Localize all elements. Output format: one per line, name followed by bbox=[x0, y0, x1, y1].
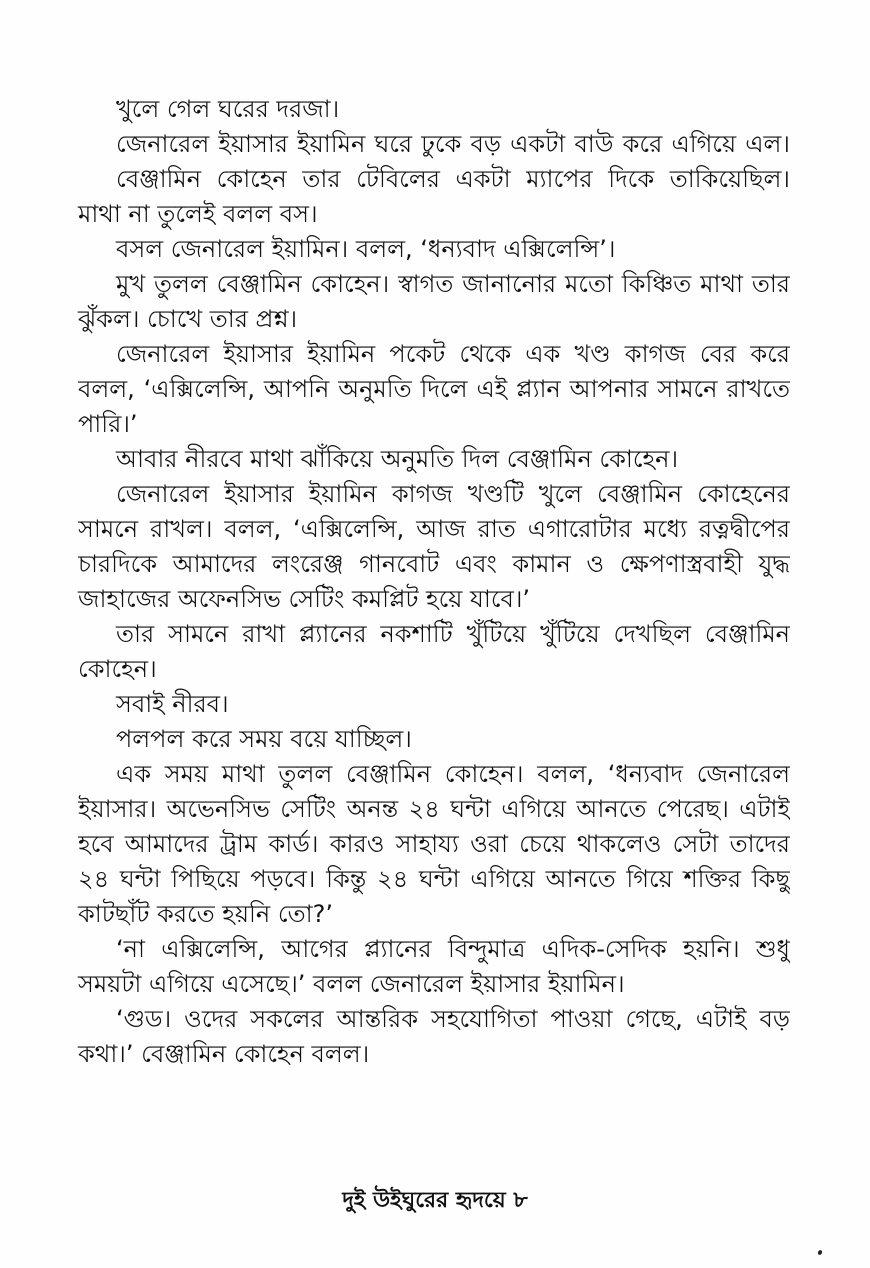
text-line: ‘গুড। ওদের সকলের আন্তরিক সহযোগিতা পাওয়া গেছে, এটাই বড় bbox=[116, 1005, 790, 1033]
text-line: ঝুঁকল। চোখে তার প্রশ্ন। bbox=[78, 305, 298, 333]
text-line: তার সামনে রাখা প্ল্যানের নকশাটি খুঁটিয়ে খুঁটিয়ে দেখছিল বেঞ্জামিন bbox=[116, 620, 790, 648]
running-footer: দুই উইঘুরের হৃদয়ে ৮ bbox=[342, 1188, 528, 1213]
text-line: সময়টা এগিয়ে এসেছে।’ বলল জেনারেল ইয়াসার ইয়ামিন। bbox=[78, 970, 625, 998]
body-text bbox=[78, 92, 790, 1072]
text-line: এক সময় মাথা তুলল বেঞ্জামিন কোহেন। বলল, ‘ধন্যবাদ জেনারেল bbox=[116, 760, 790, 788]
text-line: ২৪ ঘন্টা পিছিয়ে পড়বে। কিন্তু ২৪ ঘন্টা এগিয়ে আনতে গিয়ে শক্তির কিছু bbox=[78, 865, 790, 893]
text-line: পারি।’ bbox=[78, 410, 138, 438]
text-line: বেঞ্জামিন কোহেন তার টেবিলের একটা ম্যাপের দিকে তাকিয়েছিল। bbox=[116, 165, 790, 193]
print-speck bbox=[817, 1249, 823, 1255]
text-line: ইয়াসার। অভেনসিভ সেটিং অনন্ত ২৪ ঘন্টা এগিয়ে আনতে পেরেছ। এটাই bbox=[78, 795, 790, 823]
text-line: পলপল করে সময় বয়ে যাচ্ছিল। bbox=[116, 725, 412, 753]
text-line: খুলে গেল ঘরের দরজা। bbox=[116, 95, 340, 123]
text-line: ‘না এক্সিলেন্সি, আগের প্ল্যানের বিন্দুমাত্র এদিক-সেদিক হয়নি। শুধু bbox=[116, 935, 790, 963]
text-line: মাথা না তুলেই বলল বস। bbox=[78, 200, 318, 228]
text-line: সামনে রাখল। বলল, ‘এক্সিলেন্সি, আজ রাত এগারোটার মধ্যে রত্নদ্বীপের bbox=[78, 515, 790, 543]
text-line: কথা।’ বেঞ্জামিন কোহেন বলল। bbox=[78, 1040, 370, 1068]
text-line: কাটছাঁট করতে হয়নি তো?’ bbox=[78, 900, 333, 928]
text-line: চারদিকে আমাদের লংরেঞ্জ গানবোট এবং কামান ও ক্ষেপণাস্ত্রবাহী যুদ্ধ bbox=[78, 550, 790, 578]
text-line: জেনারেল ইয়াসার ইয়ামিন কাগজ খণ্ডটি খুলে বেঞ্জামিন কোহেনের bbox=[116, 480, 790, 508]
text-line: কোহেন। bbox=[78, 655, 157, 683]
text-line: জেনারেল ইয়াসার ইয়ামিন ঘরে ঢুকে বড় একটা বাউ করে এগিয়ে এল। bbox=[116, 130, 790, 158]
text-line: বলল, ‘এক্সিলেন্সি, আপনি অনুমতি দিলে এই প্ল্যান আপনার সামনে রাখতে bbox=[78, 375, 790, 403]
text-line: জাহাজের অফেনসিভ সেটিং কমপ্লিট হয়ে যাবে।’ bbox=[78, 585, 531, 613]
text-line: জেনারেল ইয়াসার ইয়ামিন পকেট থেকে এক খণ্ড কাগজ বের করে bbox=[116, 340, 790, 368]
text-line: হবে আমাদের ট্রাম কার্ড। কারও সাহায্য ওরা চেয়ে থাকলেও সেটা তাদের bbox=[78, 830, 790, 858]
text-line: আবার নীরবে মাথা ঝাঁকিয়ে অনুমতি দিল বেঞ্জামিন কোহেন। bbox=[116, 445, 679, 473]
text-line: বসল জেনারেল ইয়ামিন। বলল, ‘ধন্যবাদ এক্সিলেন্সি’। bbox=[116, 235, 616, 263]
text-line: মুখ তুলল বেঞ্জামিন কোহেন। স্বাগত জানানোর মতো কিঞ্চিত মাথা তার bbox=[116, 270, 790, 298]
text-line: সবাই নীরব। bbox=[116, 690, 229, 718]
